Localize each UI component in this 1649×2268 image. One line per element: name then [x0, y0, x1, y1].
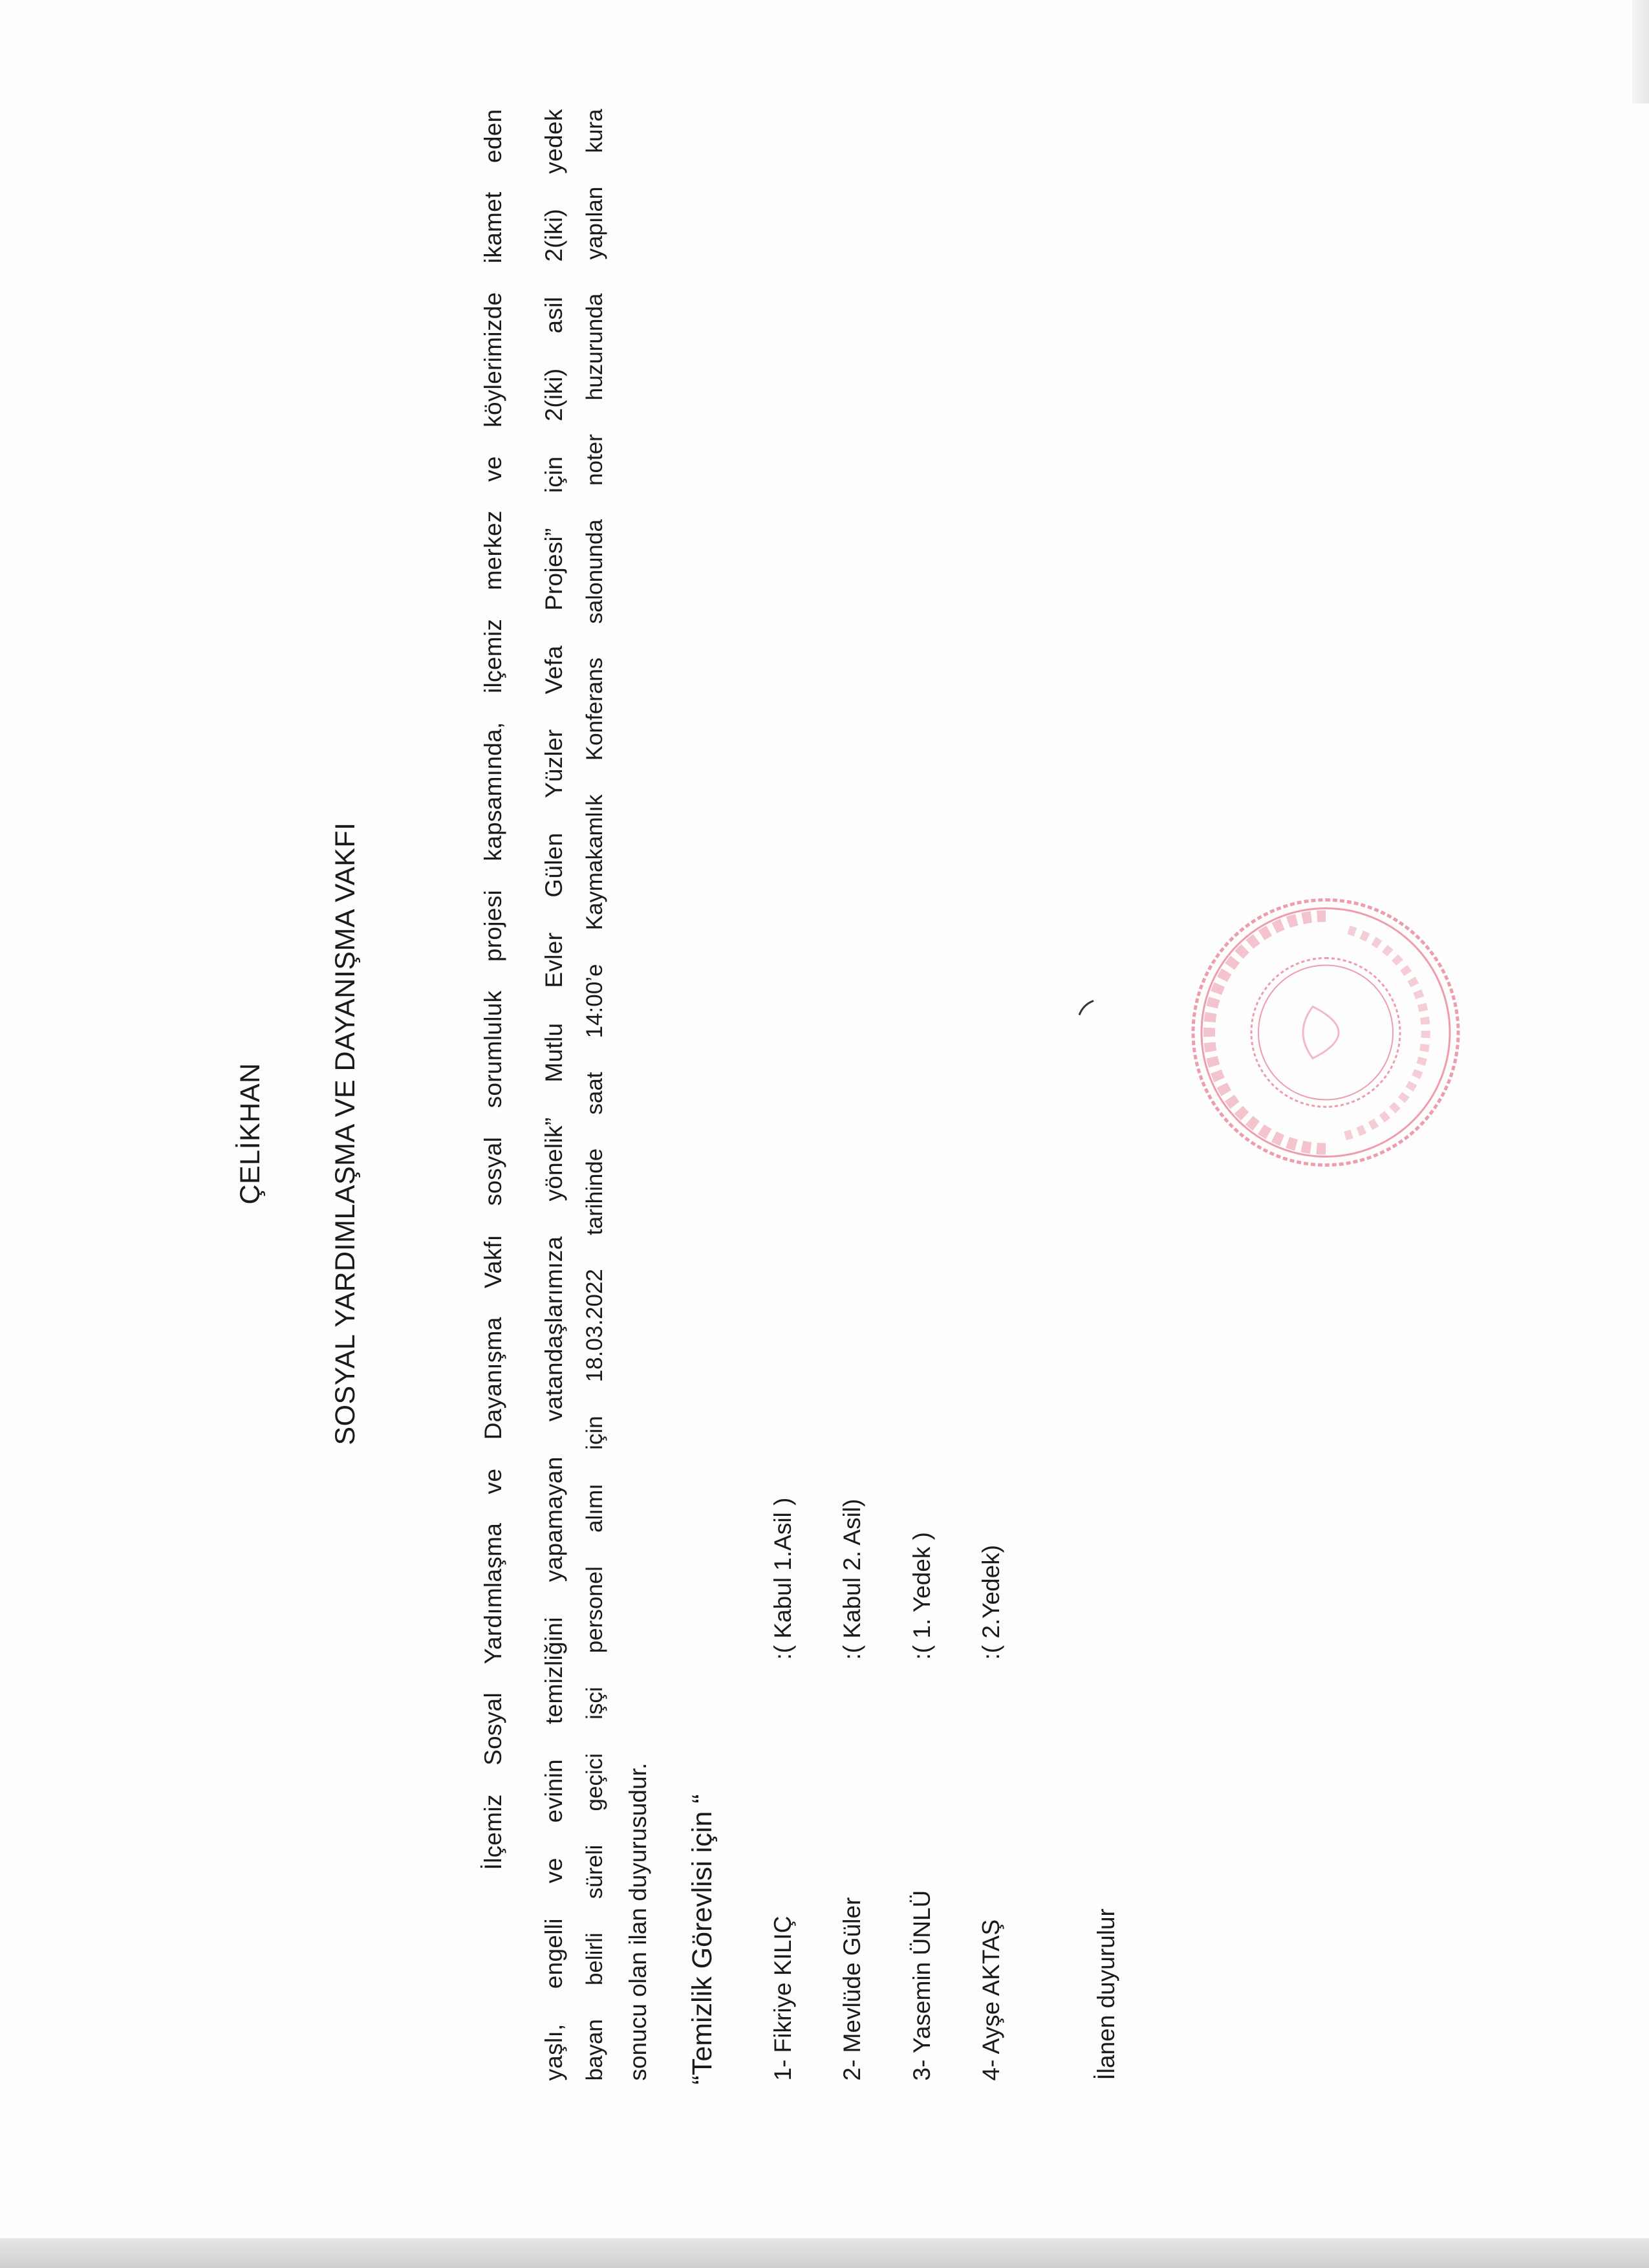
- list-heading: “Temizlik Görevlisi için “: [687, 1794, 718, 2085]
- paragraph-line-3: bayan belirli süreli geçici işçi personel alımı için 18.03.2022 tarihinde saat 14:00’e Kaymakamlık Konferans salonunda noter huzurunda yapılan kura: [582, 109, 607, 2081]
- list-item-2-status: :( Kabul 2. Asil): [839, 1498, 865, 1660]
- paragraph-line-2: yaşlı, engelli ve evinin temizliğini yapamayan vatandaşlarımıza yönelik” Mutlu Evler Gülen Yüzler Vefa Projesi” için 2(iki) asil 2(iki) yedek: [541, 109, 567, 2081]
- list-item-4-status: :( 2.Yedek): [978, 1544, 1004, 1660]
- list-item-4-name: 4- Ayşe AKTAŞ: [978, 1919, 1004, 2081]
- pen-mark: [1077, 991, 1096, 1017]
- list-item-1-name: 1- Fikriye KILIÇ: [770, 1916, 796, 2081]
- paragraph-line-4: sonucu olan ilan duyurusudur.: [625, 1762, 651, 2081]
- official-seal-icon: [1183, 891, 1468, 1175]
- list-item-3-status: :( 1. Yedek ): [909, 1532, 935, 1660]
- list-item-3-name: 3- Yasemin ÜNLÜ: [909, 1890, 935, 2081]
- document-title-line2: SOSYAL YARDIMLAŞMA VE DAYANIŞMA VAKFI: [330, 822, 361, 1445]
- paragraph-line-1: İlçemiz Sosyal Yardımlaşma ve Dayanışma Vakfı sosyal sorumluluk projesi kapsamında, ilçemiz merkez ve köylerimizde ikamet eden: [480, 109, 506, 1870]
- list-item-2-name: 2- Mevlüde Güler: [839, 1897, 865, 2081]
- document-title-line1: ÇELİKHAN: [235, 1063, 266, 1205]
- closing-text: İlanen duyurulur: [1093, 1908, 1119, 2080]
- list-item-1-status: :( Kabul 1.Asil ): [770, 1497, 796, 1660]
